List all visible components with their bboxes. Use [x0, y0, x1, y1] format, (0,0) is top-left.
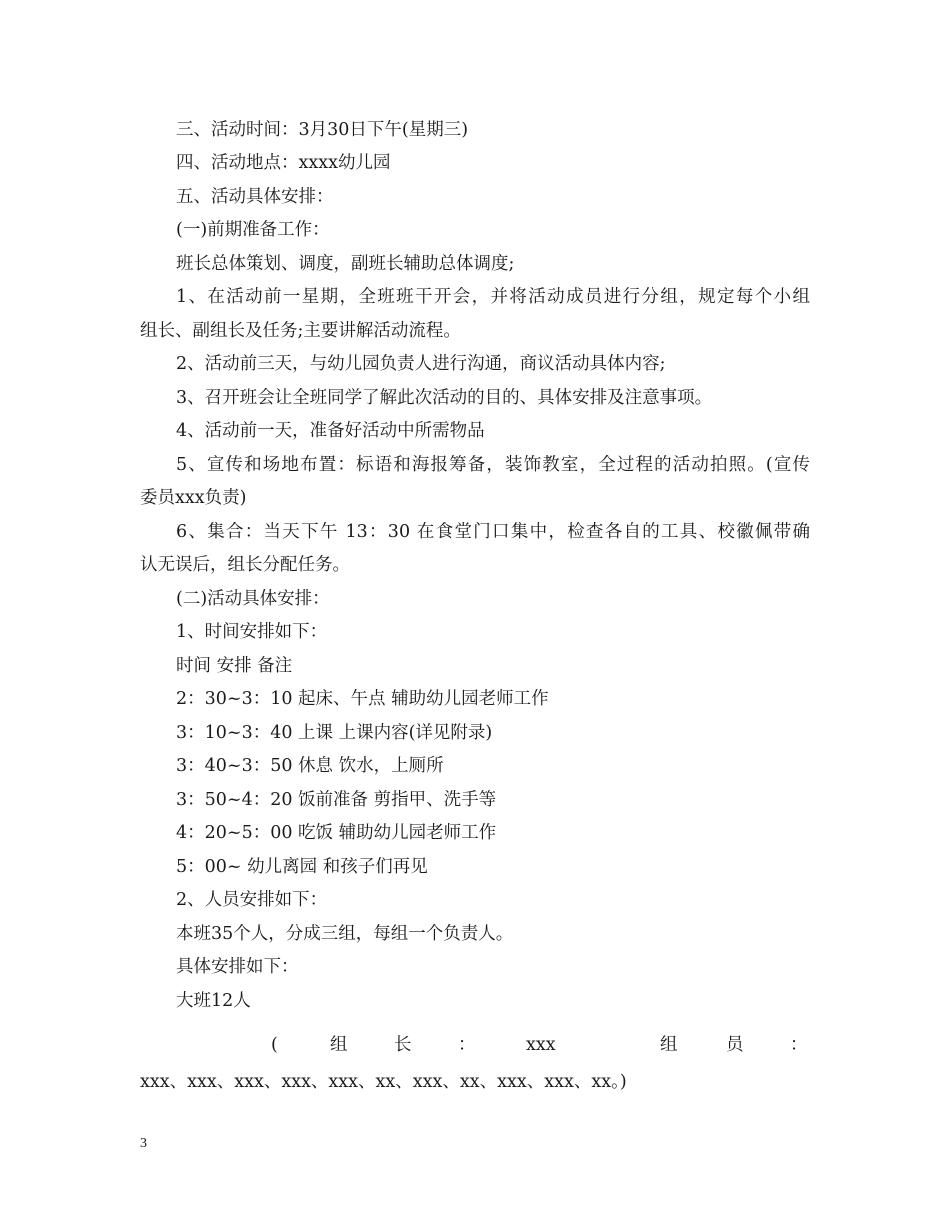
schedule-row: 2：30~3：10 起床、午点 辅助幼儿园老师工作 — [176, 689, 549, 709]
subsection-preparation: (一)前期准备工作： — [176, 220, 330, 240]
paren-open: ( — [271, 1035, 278, 1055]
paragraph: 2、人员安排如下： — [176, 890, 328, 910]
paragraph: 班长总体策划、调度，副班长辅助总体调度; — [176, 254, 515, 274]
group-heading: 大班12人 — [176, 991, 251, 1011]
paragraph: 本班35个人，分成三组，每组一个负责人。 — [176, 924, 514, 944]
paragraph: 委员xxx负责) — [140, 488, 247, 508]
label-char: 员 — [726, 1035, 744, 1055]
paragraph: 1、时间安排如下： — [176, 622, 328, 642]
colon: ： — [790, 1035, 808, 1055]
label-char: 长 — [394, 1035, 412, 1055]
paragraph: 组长、副组长及任务;主要讲解活动流程。 — [140, 321, 461, 341]
subsection-schedule: (二)活动具体安排： — [176, 589, 330, 609]
paragraph: 具体安排如下： — [176, 957, 299, 977]
section-time: 三、活动时间：3月30日下午(星期三) — [176, 120, 469, 140]
schedule-row: 3：40~3：50 休息 饮水，上厕所 — [176, 756, 444, 776]
paragraph: 认无误后，组长分配任务。 — [140, 555, 350, 575]
paragraph: 2、活动前三天，与幼儿园负责人进行沟通，商议活动具体内容; — [176, 354, 666, 374]
schedule-row: 3：50~4：20 饭前准备 剪指甲、洗手等 — [176, 790, 497, 810]
schedule-row: 3：10~3：40 上课 上课内容(详见附录) — [176, 723, 493, 743]
schedule-row: 5：00~ 幼儿离园 和孩子们再见 — [176, 857, 428, 877]
paragraph: 6、集合：当天下午 13：30 在食堂门口集中，检查各自的工具、校徽佩带确 — [176, 522, 810, 542]
section-location: 四、活动地点：xxxx幼儿园 — [176, 153, 391, 173]
schedule-row: 4：20~5：00 吃饭 辅助幼儿园老师工作 — [176, 823, 497, 843]
label-char: 组 — [330, 1035, 348, 1055]
paragraph: 1、在活动前一星期，全班班干开会，并将活动成员进行分组，规定每个小组 — [176, 287, 810, 307]
section-arrangement: 五、活动具体安排： — [176, 187, 334, 207]
paragraph: 3、召开班会让全班同学了解此次活动的目的、具体安排及注意事项。 — [176, 388, 713, 408]
paragraph: 4、活动前一天，准备好活动中所需物品 — [176, 421, 485, 441]
label-char: 组 — [660, 1035, 678, 1055]
page-number: 3 — [140, 1136, 147, 1151]
leader-name: xxx — [526, 1035, 556, 1055]
colon: ： — [458, 1035, 476, 1055]
group-leader-line — [176, 1029, 810, 1062]
schedule-header: 时间 安排 备注 — [176, 656, 293, 676]
member-list: xxx、xxx、xxx、xxx、xxx、xx、xxx、xx、xxx、xxx、xx。) — [140, 1072, 627, 1092]
paragraph: 5、宣传和场地布置：标语和海报筹备，装饰教室，全过程的活动拍照。(宣传 — [176, 455, 810, 475]
